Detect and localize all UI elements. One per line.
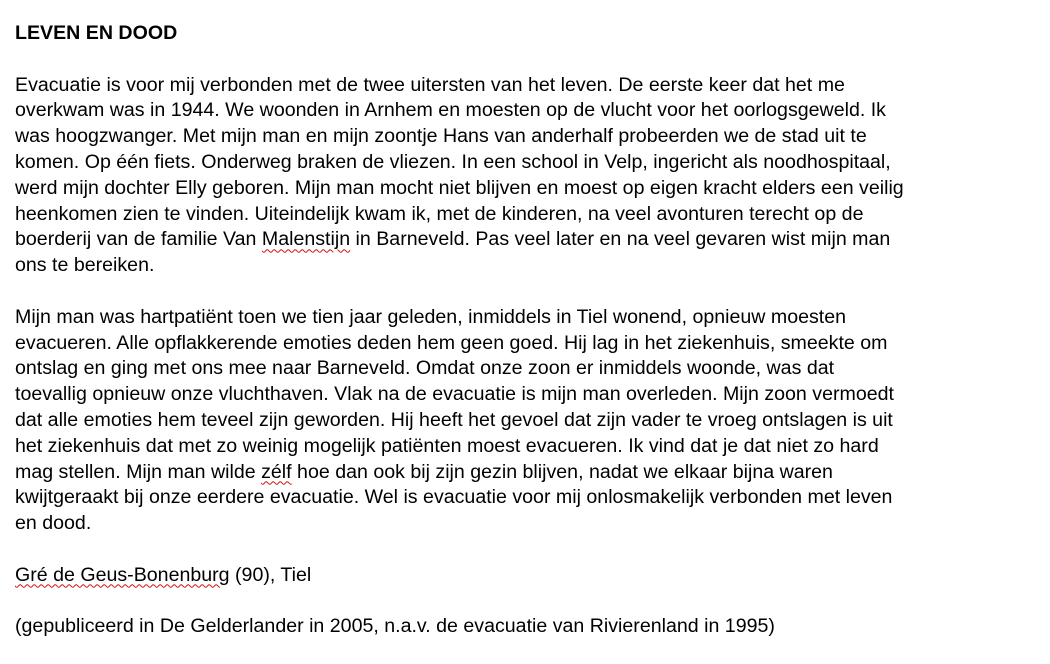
- blank-line: [15, 47, 1045, 73]
- paragraph-line: Evacuatie is voor mij verbonden met de twee uitersten van het leven. De eerste keer dat het me: [15, 73, 845, 96]
- spellcheck-flagged-word[interactable]: zélf: [261, 460, 292, 483]
- paragraph-line: werd mijn dochter Elly geboren. Mijn man mocht niet blijven en moest op eigen kracht elders een veilig: [15, 176, 904, 199]
- paragraph-line: evacueren. Alle opflakkerende emoties deden hem geen goed. Hij lag in het ziekenhuis, smeekte om: [15, 331, 888, 354]
- signature-line: [15, 563, 1045, 589]
- spellcheck-flagged-name[interactable]: Gré de Geus-Bonenburg: [15, 563, 230, 586]
- paragraph-line: ons te bereiken.: [15, 254, 155, 277]
- paragraph-line: toevallig opnieuw onze vluchthaven. Vlak na de evacuatie is mijn man overleden. Mijn zoon vermoedt: [15, 383, 894, 406]
- paragraph-line: heenkomen zien te vinden. Uiteindelijk kwam ik, met de kinderen, na veel avonturen terecht op de: [15, 202, 864, 225]
- paragraph-line: ontslag en ging met ons mee naar Barneveld. Omdat onze zoon er inmiddels woonde, was dat: [15, 357, 835, 380]
- paragraph-line: komen. Op één fiets. Onderweg braken de vliezen. In een school in Velp, ingericht als noodhospitaal,: [15, 150, 891, 173]
- paragraph-line: dat alle emoties hem teveel zijn geworden. Hij heeft het gevoel dat zijn vader te vroeg ontslagen is uit: [15, 408, 893, 431]
- paragraph-line: het ziekenhuis dat met zo weinig mogelijk patiënten moest evacueren. Ik vind dat je dat niet zo hard: [15, 434, 879, 457]
- blank-line: [15, 537, 1045, 563]
- blank-line: [15, 589, 1045, 615]
- publication-note: (gepubliceerd in De Gelderlander in 2005, n.a.v. de evacuatie van Rivierenland in 1995): [15, 615, 775, 638]
- paragraph-line: kwijtgeraakt bij onze eerdere evacuatie. Wel is evacuatie voor mij onlosmakelijk verbonden met leven: [15, 486, 893, 509]
- text-run: mag stellen. Mijn man wilde: [15, 460, 262, 483]
- text-run: in Barneveld. Pas veel later en na veel gevaren wist mijn man: [350, 228, 891, 251]
- text-run: (90), Tiel: [229, 563, 312, 586]
- paragraph-line: overkwam was in 1944. We woonden in Arnhem en moesten op de vlucht voor het oorlogsgeweld. Ik: [15, 99, 886, 122]
- paragraph-line: [15, 460, 1045, 486]
- spellcheck-flagged-word[interactable]: Malenstijn: [261, 228, 351, 251]
- paragraph-line: [15, 227, 1045, 253]
- paragraph-2: [15, 305, 1045, 537]
- paragraph-line: was hoogzwanger. Met mijn man en mijn zoontje Hans van anderhalf probeerden we de stad uit te: [15, 125, 867, 148]
- paragraph-line: Mijn man was hartpatiënt toen we tien jaar geleden, inmiddels in Tiel wonend, opnieuw moesten: [15, 305, 847, 328]
- text-run: hoe dan ook bij zijn gezin blijven, nadat we elkaar bijna waren: [291, 460, 833, 483]
- document-page: [15, 21, 1045, 640]
- text-run: boerderij van de familie Van: [15, 228, 262, 251]
- blank-line: [15, 279, 1045, 305]
- paragraph-line: en dood.: [15, 512, 92, 535]
- document-title: LEVEN EN DOOD: [15, 22, 178, 44]
- paragraph-1: [15, 73, 1045, 279]
